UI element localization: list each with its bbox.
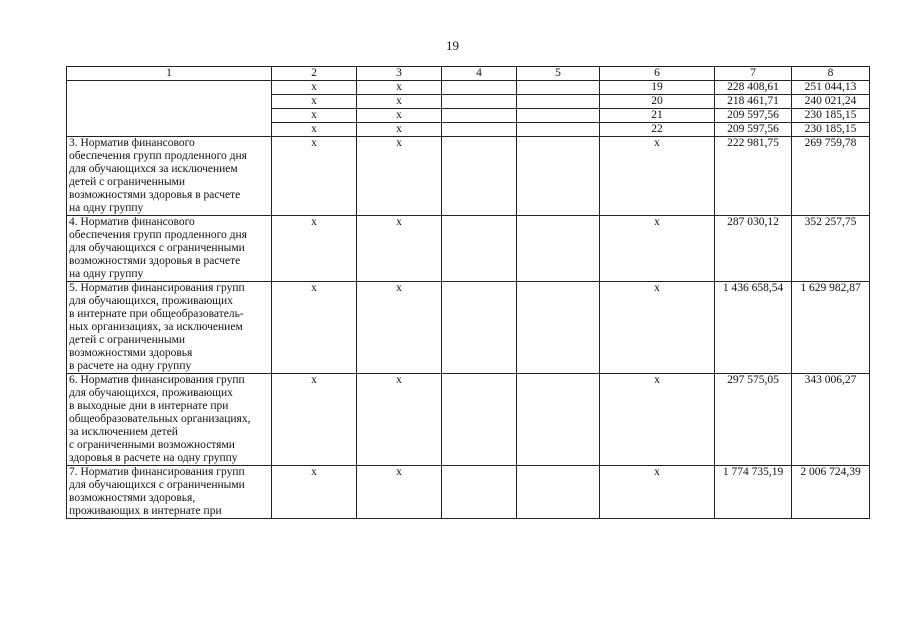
cell-code: 21	[600, 109, 715, 123]
cell-value: 230 185,15	[792, 123, 870, 137]
empty-cell	[517, 137, 600, 216]
column-number: 4	[442, 67, 517, 81]
page-number: 19	[446, 38, 459, 53]
empty-cell	[517, 81, 600, 95]
cell-value: 287 030,12	[715, 216, 792, 282]
empty-cell	[517, 123, 600, 137]
cell-code: x	[600, 374, 715, 466]
cell-value: 343 006,27	[792, 374, 870, 466]
cell-mark: x	[357, 282, 442, 374]
cell-mark: x	[272, 109, 357, 123]
empty-cell	[517, 282, 600, 374]
empty-cell	[442, 81, 517, 95]
cell-value: 1 436 658,54	[715, 282, 792, 374]
row-description: 7. Норматив финансирования групп для обучающихся с ограниченными возможностями здоровья, проживающих в интернате при	[67, 466, 272, 519]
cell-value: 251 044,13	[792, 81, 870, 95]
cell-code: 20	[600, 95, 715, 109]
cell-mark: x	[357, 374, 442, 466]
empty-cell	[442, 109, 517, 123]
row-description: 3. Норматив финансового обеспечения групп продленного дня для обучающихся за исключением детей с ограниченными возможностями здоровья в расчете на одну группу	[67, 137, 272, 216]
cell-value: 1 629 982,87	[792, 282, 870, 374]
cell-code: x	[600, 137, 715, 216]
table-row	[67, 282, 870, 374]
table-row	[67, 216, 870, 282]
empty-cell	[442, 374, 517, 466]
cell-mark: x	[272, 81, 357, 95]
continued-description-cell	[67, 81, 272, 137]
cell-code: 19	[600, 81, 715, 95]
column-number: 6	[600, 67, 715, 81]
cell-mark: x	[357, 466, 442, 519]
cell-mark: x	[272, 466, 357, 519]
cell-value: 209 597,56	[715, 109, 792, 123]
cell-value: 209 597,56	[715, 123, 792, 137]
table-row	[67, 374, 870, 466]
cell-code: x	[600, 216, 715, 282]
cell-value: 297 575,05	[715, 374, 792, 466]
column-number: 5	[517, 67, 600, 81]
empty-cell	[442, 95, 517, 109]
empty-cell	[517, 466, 600, 519]
cell-value: 269 759,78	[792, 137, 870, 216]
cell-mark: x	[357, 109, 442, 123]
cell-value: 228 408,61	[715, 81, 792, 95]
column-number: 8	[792, 67, 870, 81]
empty-cell	[442, 466, 517, 519]
continued-row	[67, 81, 870, 95]
column-number: 2	[272, 67, 357, 81]
table-row	[67, 137, 870, 216]
empty-cell	[442, 137, 517, 216]
cell-code: x	[600, 466, 715, 519]
cell-value: 1 774 735,19	[715, 466, 792, 519]
cell-mark: x	[357, 137, 442, 216]
empty-cell	[442, 216, 517, 282]
row-description: 5. Норматив финансирования групп для обучающихся, проживающих в интернате при общеобразователь- ных организациях, за исключением детей с ограниченными возможностями здоровья в расчете на одну группу	[67, 282, 272, 374]
cell-mark: x	[357, 81, 442, 95]
cell-value: 2 006 724,39	[792, 466, 870, 519]
cell-value: 218 461,71	[715, 95, 792, 109]
empty-cell	[442, 282, 517, 374]
empty-cell	[517, 109, 600, 123]
normatives-table	[66, 66, 870, 519]
table-row	[67, 466, 870, 519]
cell-value: 352 257,75	[792, 216, 870, 282]
cell-mark: x	[357, 95, 442, 109]
cell-mark: x	[272, 216, 357, 282]
empty-cell	[517, 216, 600, 282]
column-number: 1	[67, 67, 272, 81]
row-description: 6. Норматив финансирования групп для обучающихся, проживающих в выходные дни в интернате при общеобразовательных организациях, за исключением детей с ограниченными возможностями здоровья в расчете на одну группу	[67, 374, 272, 466]
column-number: 3	[357, 67, 442, 81]
cell-code: 22	[600, 123, 715, 137]
cell-value: 230 185,15	[792, 109, 870, 123]
empty-cell	[442, 123, 517, 137]
cell-code: x	[600, 282, 715, 374]
cell-mark: x	[272, 374, 357, 466]
cell-mark: x	[357, 216, 442, 282]
row-description: 4. Норматив финансового обеспечения групп продленного дня для обучающихся с ограниченными возможностями здоровья в расчете на одну группу	[67, 216, 272, 282]
empty-cell	[517, 95, 600, 109]
empty-cell	[517, 374, 600, 466]
column-number: 7	[715, 67, 792, 81]
column-number-row	[67, 67, 870, 81]
cell-value: 222 981,75	[715, 137, 792, 216]
cell-mark: x	[357, 123, 442, 137]
cell-mark: x	[272, 137, 357, 216]
cell-value: 240 021,24	[792, 95, 870, 109]
cell-mark: x	[272, 123, 357, 137]
cell-mark: x	[272, 95, 357, 109]
cell-mark: x	[272, 282, 357, 374]
